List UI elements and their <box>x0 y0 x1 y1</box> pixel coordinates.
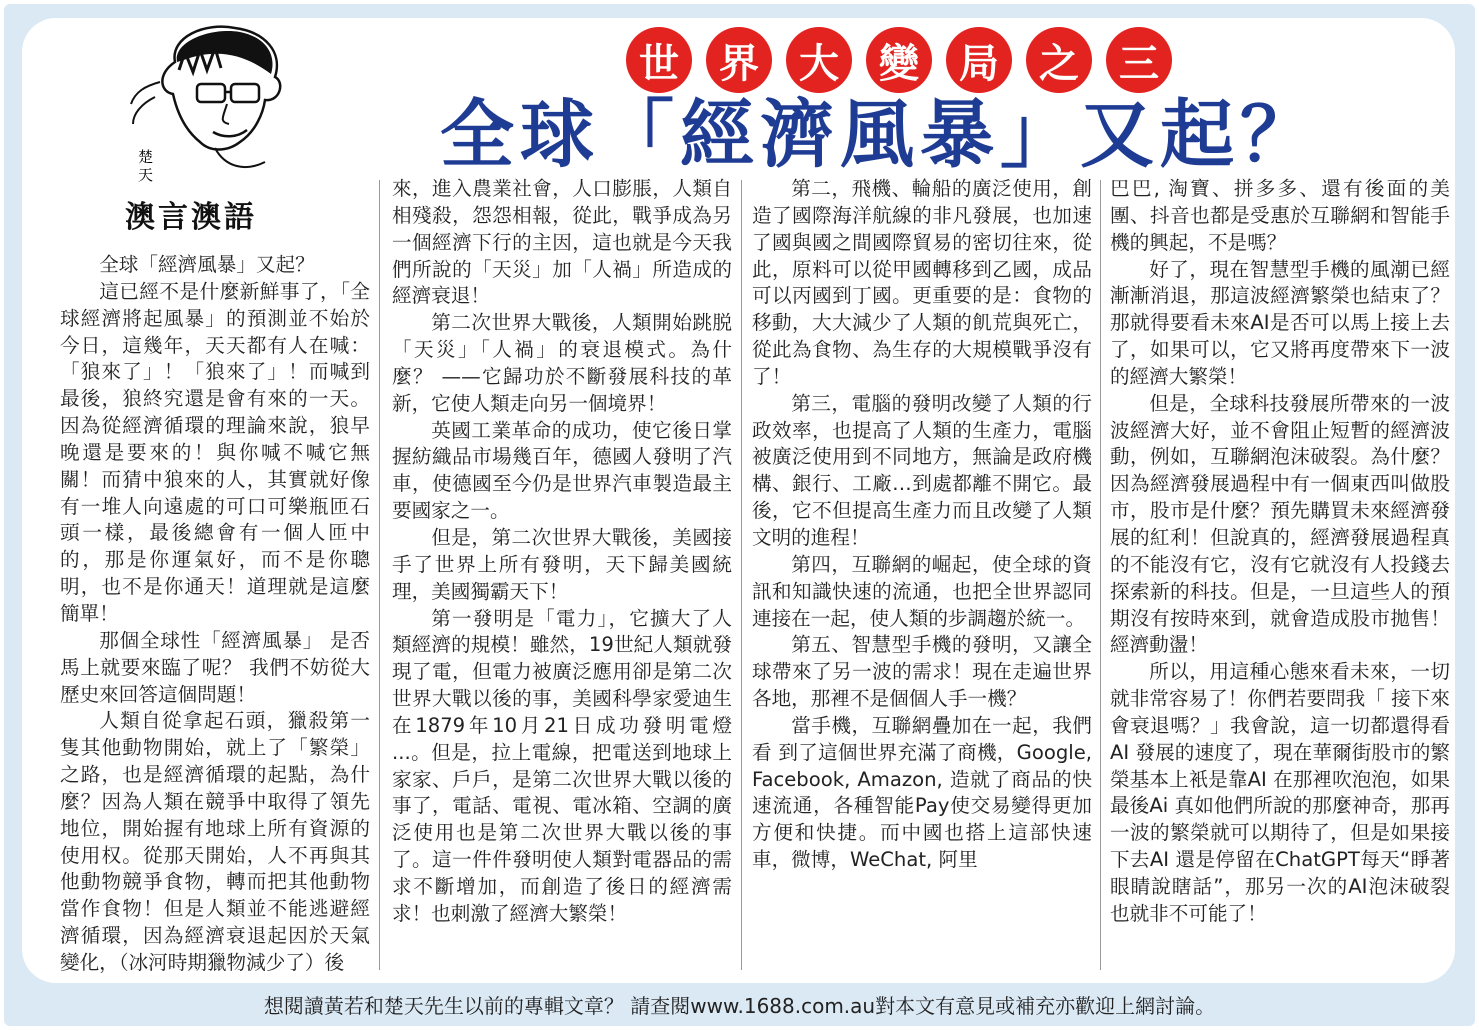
column-divider <box>741 180 742 970</box>
paragraph: 人類自從拿起石頭，獵殺第一隻其他動物開始，就上了「繁榮」之路，也是經濟循環的起點，為什麼？因為人類在競爭中取得了領先地位，開始握有地球上所有資源的使用权。從那天開始，人不再與其他動物競爭食物，轉而把其他動物當作食物！但是人類並不能逃避經濟循環，因為經濟衰退起因於天氣變化，（冰河時期獵物減少了）後 <box>60 709 370 974</box>
article-column-3 <box>752 176 1092 874</box>
series-char: 局 <box>946 27 1012 93</box>
paragraph: 好了，現在智慧型手機的風潮已經漸漸消退，那這波經濟繁榮也結束了？那就得要看未來AI是否可以馬上接上去了，如果可以，它又將再度帶來下一波的經濟大繁榮！ <box>1110 257 1450 388</box>
article-column-2 <box>392 176 732 928</box>
paragraph: 當手機，互聯網疊加在一起，我們看 到了這個世界充滿了商機，Google, Facebook, Amazon, 造就了商品的快速流通，各種智能Pay使交易變得更加方便和快捷。而中國也搭上這部快速車，微博，WeChat, 阿里 <box>752 713 1092 872</box>
paragraph: 全球「經濟風暴」又起？ <box>99 253 315 276</box>
paragraph: 第一發明是「電力」，它擴大了人類經濟的規模！雖然，19世紀人類就發現了電，但電力被廣泛應用卻是第二次世界大戰以後的事，美國科學家愛迪生在1879年10月21日成功發明電燈 ...。但是，拉上電線，把電送到地球上家家、戶戶，是第二次世界大戰以後的事了，電話、電視、電冰箱、空調的廣泛使用也是第二次世界大戰以後的事了。這一件件發明使人類對電器品的需求不斷增加，而創造了後日的經濟需求！也刺激了經濟大繁榮！ <box>392 606 732 925</box>
series-char: 三 <box>1106 27 1172 93</box>
series-char: 變 <box>866 27 932 93</box>
series-title <box>626 27 1172 95</box>
paragraph: 第五、智慧型手機的發明，又讓全球帶來了另一波的需求！現在走遍世界各地，那裡不是個個人手一機？ <box>752 633 1092 711</box>
paragraph: 來，進入農業社會，人口膨脹，人類自相殘殺，怨怨相報，從此，戰爭成為另一個經濟下行的主因，這也就是今天我們所說的「天災」加「人禍」所造成的經濟衰退！ <box>392 177 732 308</box>
series-char: 之 <box>1026 27 1092 93</box>
column-divider <box>1100 180 1101 970</box>
paragraph: 第二，飛機、輪船的廣泛使用，創造了國際海洋航線的非凡發展，也加速了國與國之間國際貿易的密切往來，從此，原料可以從甲國轉移到乙國，成品可以丙國到丁國。更重要的是：食物的移動，大大減少了人類的飢荒與死亡，從此為食物、為生存的大規模戰爭沒有了！ <box>752 177 1092 388</box>
paragraph: 巴巴, 淘寶、拼多多、還有後面的美團、抖音也都是受惠於互聯網和智能手機的興起，不是嗎？ <box>1110 177 1450 254</box>
series-char: 大 <box>786 27 852 93</box>
paragraph: 但是，全球科技發展所帶來的一波波經濟大好，並不會阻止短暫的經濟波動，例如，互聯網泡沫破裂。為什麼？因為經濟發展過程中有一個東西叫做股市，股市是什麼？預先購買未來經濟發展的紅利！但說真的，經濟發展過程真的不能沒有它，沒有它就沒有人投錢去探索新的科技。但是，一旦這些人的預期沒有按時來到，就會造成股市拋售！經濟動盪！ <box>1110 391 1450 657</box>
paragraph: 英國工業革命的成功，使它後日掌握紡織品市場幾百年，德國人發明了汽車，使德國至今仍是世界汽車製造最主要國家之一。 <box>392 418 732 523</box>
column-name: 澳言澳語 <box>125 200 257 235</box>
paragraph: 這已經不是什麼新鮮事了，「全球經濟將起風暴」的預測並不始於今日，這幾年，天天都有人在喊：「狼來了」！「狼來了」！而喊到最後，狼終究還是會有來的一天。因為從經濟循環的理論來說，狼早晚還是要來的！與你喊不喊它無關！而猜中狼來的人，其實就好像有一堆人向遠處的可口可樂瓶匝石頭一樣，最後總會有一個人匝中的，那是你運氣好，而不是你聰明，也不是你通天！道理就是這麼簡單！ <box>60 279 370 625</box>
paragraph: 但是，第二次世界大戰後，美國接手了世界上所有發明，天下歸美國統理，美國獨霸天下！ <box>392 525 732 603</box>
paragraph: 第三，電腦的發明改變了人類的行政效率，也提高了人類的生產力，電腦被廣泛使用到不同地方，無論是政府機構、銀行、工廠…到處都離不開它。最後，它不但提高生產力而且改變了人類文明的進程！ <box>752 391 1092 549</box>
paragraph: 那個全球性「經濟風暴」 是否馬上就要來臨了呢？ 我們不妨從大歷史來回答這個問題！ <box>60 628 370 706</box>
article-column-1 <box>60 252 370 977</box>
series-char: 界 <box>706 27 772 93</box>
footer-note: 想閱讀黃若和楚天先生以前的專輯文章？ 請查閱www.1688.com.au對本文有意見或補充亦歡迎上網討論。 <box>263 994 1216 1018</box>
series-char: 世 <box>626 27 692 93</box>
article-column-4 <box>1110 176 1450 928</box>
paragraph: 第四，互聯網的崛起，使全球的資訊和知識快速的流通，也把全世界認同連接在一起，使人類的步調趨於統一。 <box>752 552 1092 630</box>
paragraph: 第二次世界大戰後，人類開始跳脱「天災」「人禍」的衰退模式。為什麼？ ——它歸功於不斷發展科技的革新，它使人類走向另一個境界！ <box>392 311 732 415</box>
headline: 全球「經濟風暴」又起？ <box>440 92 1320 178</box>
paragraph: 所以，用這種心態來看未來，一切就非常容易了！你們若要問我「 接下來會衰退嗎？」我會說，這一切都還得看AI 發展的速度了，現在華爾街股市的繁榮基本上衹是靠AI 在那裡吹泡泡，如果最後Ai 真如他們所說的那麼神奇，那再一波的繁榮就可以期待了，但是如果接下去AI 還是停留在ChatGPT每天“睜著眼睛說瞎話”，那另一次的AI泡沫破裂也就非不可能了！ <box>1110 660 1450 925</box>
author-signature: 楚天 <box>138 148 154 184</box>
column-divider <box>379 180 380 970</box>
